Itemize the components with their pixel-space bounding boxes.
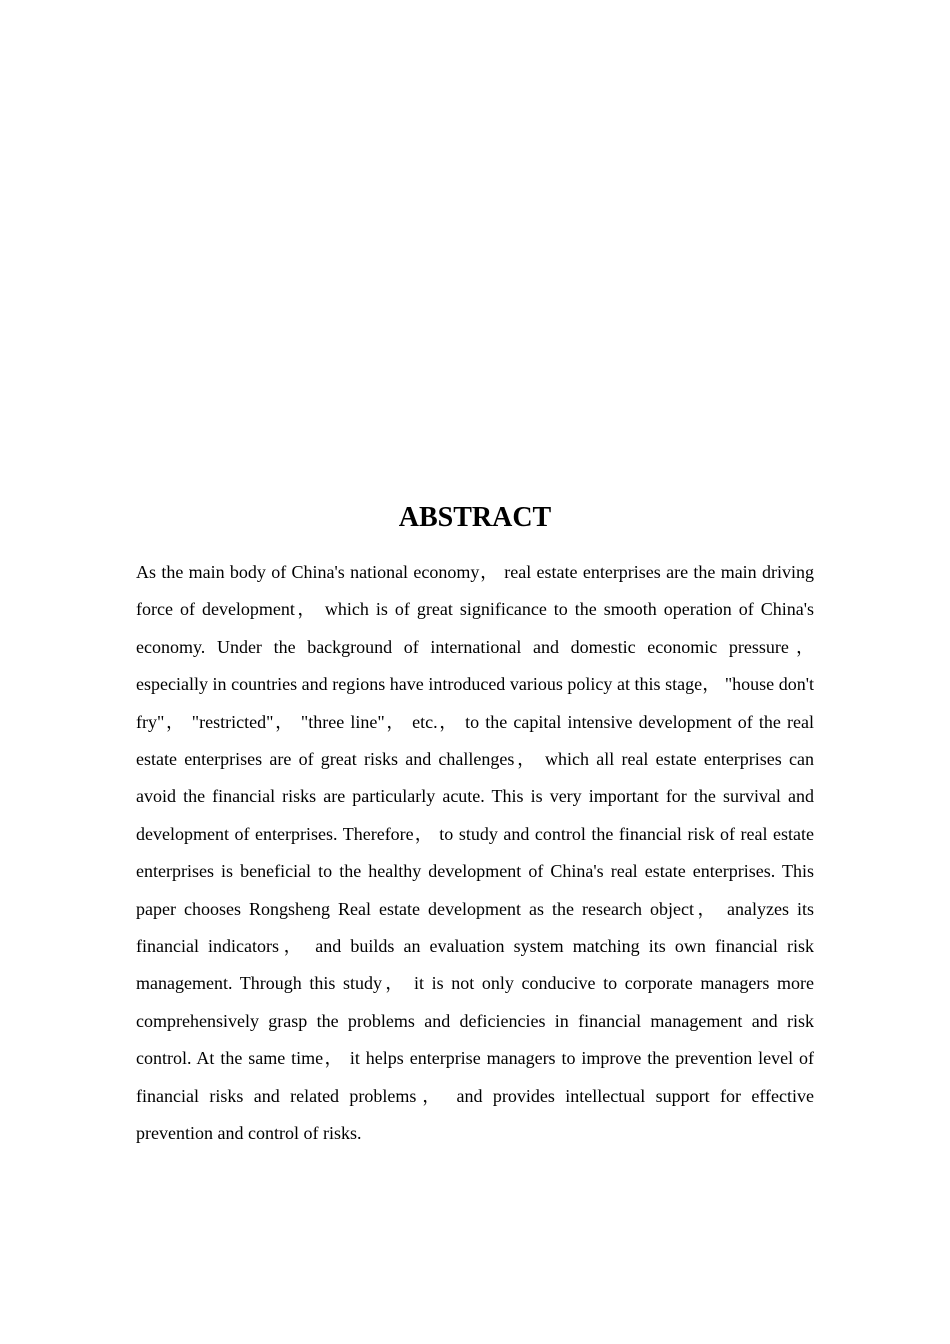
abstract-paragraph: As the main body of China's national economy， real estate enterprises are the main driving force of development， which is of great significance to the smooth operation of China's economy. Under the background of international and domestic economic pressure， especially in countries and regions have introduced various policy at this stage， "house don't fry"， "restricted"， "three line"， etc.， to the capital intensive development of the real estate enterprises are of great risks and challenges， which all real estate enterprises can avoid the financial risks are particularly acute. This is very important for the survival and development of enterprises. Therefore， to study and control the financial risk of real estate enterprises is beneficial to the healthy development of China's real estate enterprises. This paper chooses Rongsheng Real estate development as the research object， analyzes its financial indicators， and builds an evaluation system matching its own financial risk management. Through this study， it is not only conducive to corporate managers more comprehensively grasp the problems and deficiencies in financial management and risk control. At the same time， it helps enterprise managers to improve the prevention level of financial risks and related problems， and provides intellectual support for effective prevention and control of risks.	[136, 562, 814, 1144]
abstract-heading: ABSTRACT	[398, 502, 552, 533]
